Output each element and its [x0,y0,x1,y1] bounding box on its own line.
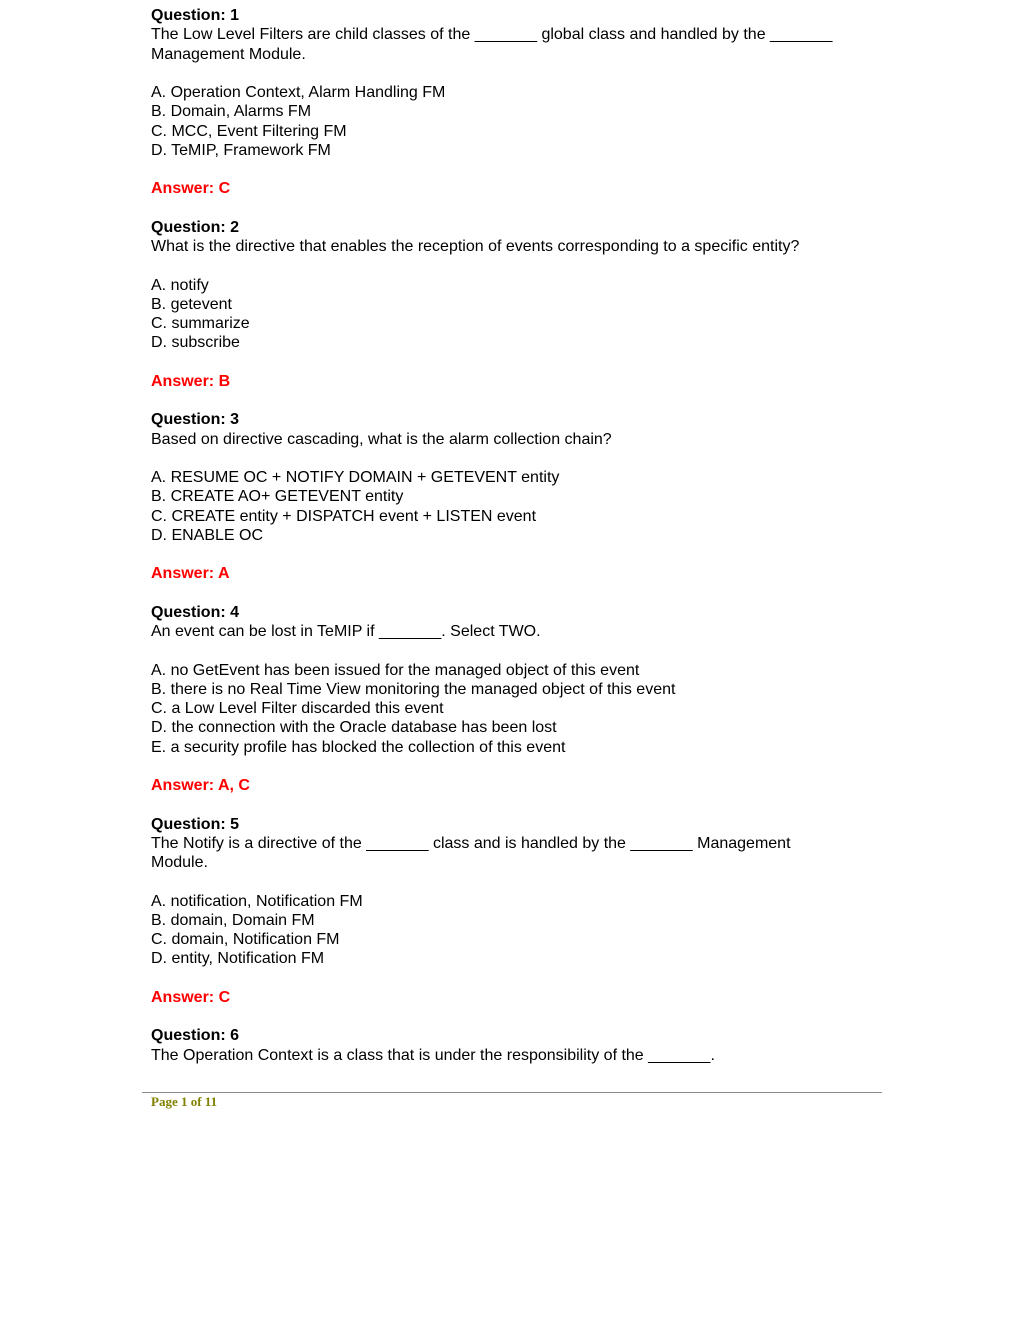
answer-option: A. RESUME OC + NOTIFY DOMAIN + GETEVENT entity [151,469,560,486]
answer-key: Answer: C [151,988,231,1006]
question-text-line: Based on directive cascading, what is the alarm collection chain? [151,430,612,448]
question-2 [151,218,881,411]
question-heading: Question: 6 [151,1027,240,1045]
question-5 [151,815,881,1027]
answer-option: D. TeMIP, Framework FM [151,141,331,159]
answer-option: C. summarize [151,315,250,332]
question-text-line: Module. [151,854,208,871]
question-heading: Question: 4 [151,603,240,621]
question-1 [151,6,881,218]
question-3 [151,410,881,603]
answer-option: B. CREATE AO+ GETEVENT entity [151,488,404,506]
answer-option: C. a Low Level Filter discarded this event [151,700,444,717]
answer-option: B. Domain, Alarms FM [151,103,312,121]
page-number: Page 1 of 11 [151,1094,218,1109]
answer-option: A. no GetEvent has been issued for the managed object of this event [151,661,640,679]
answer-option: C. domain, Notification FM [151,931,340,948]
answer-option: B. domain, Domain FM [151,911,315,929]
answer-option: A. Operation Context, Alarm Handling FM [151,84,446,101]
document-body [151,6,881,1065]
question-6 [151,1026,881,1065]
answer-option: C. CREATE entity + DISPATCH event + LISTEN event [151,507,537,525]
question-text-line: What is the directive that enables the reception of events corresponding to a specific entity? [151,238,800,255]
answer-option: E. a security profile has blocked the collection of this event [151,738,566,756]
answer-option: B. getevent [151,295,232,313]
footer-divider [142,1092,882,1093]
question-text-line: The Low Level Filters are child classes of the _______ global class and handled by the _______ [151,26,833,44]
answer-option: A. notify [151,276,209,294]
answer-key: Answer: A, C [151,777,250,794]
question-heading: Question: 3 [151,411,240,429]
answer-option: A. notification, Notification FM [151,892,363,910]
answer-option: C. MCC, Event Filtering FM [151,122,347,140]
question-heading: Question: 1 [151,7,240,24]
answer-key: Answer: B [151,372,231,390]
answer-key: Answer: A [151,565,230,583]
answer-option: D. the connection with the Oracle database has been lost [151,719,557,737]
answer-key: Answer: C [151,180,231,198]
question-text-line: Management Module. [151,45,306,63]
question-text-line: The Operation Context is a class that is under the responsibility of the _______. [151,1046,715,1064]
question-text-line: The Notify is a directive of the _______ class and is handled by the _______ Management [151,834,791,852]
question-4 [151,603,881,815]
answer-option: D. subscribe [151,334,240,352]
answer-option: D. entity, Notification FM [151,950,325,968]
question-heading: Question: 5 [151,815,240,833]
question-text-line: An event can be lost in TeMIP if _______. Select TWO. [151,623,541,640]
answer-option: D. ENABLE OC [151,526,264,544]
answer-option: B. there is no Real Time View monitoring the managed object of this event [151,680,676,698]
question-heading: Question: 2 [151,218,240,236]
